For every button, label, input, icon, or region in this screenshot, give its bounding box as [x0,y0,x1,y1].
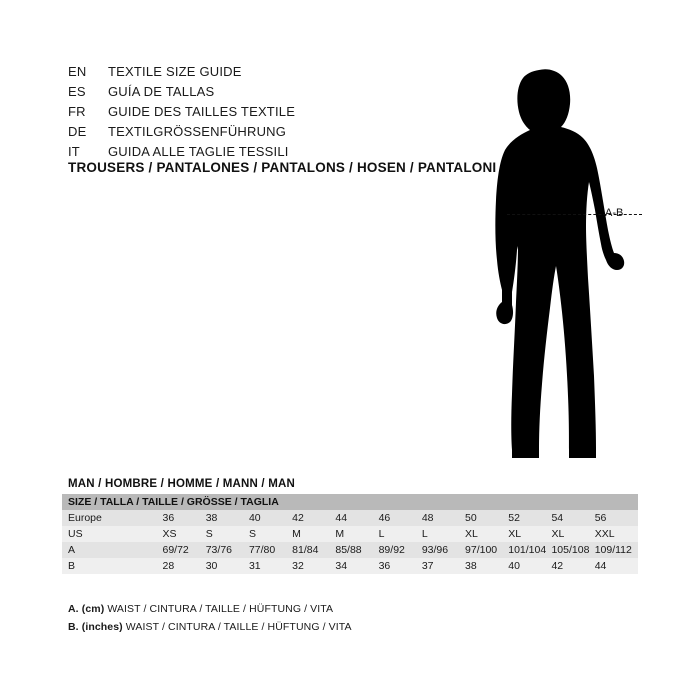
row-label: A [68,544,76,556]
cell: 93/96 [421,544,449,556]
cell: 97/100 [465,544,498,556]
cell: 69/72 [162,544,189,556]
footnote-a [68,600,352,618]
cell: 50 [465,512,477,524]
table-row [62,542,638,558]
row-label: US [68,528,83,540]
language-row [68,84,468,104]
language-row [68,124,468,144]
language-text: TEXTILE SIZE GUIDE [108,64,242,79]
cell: M [292,528,301,540]
cell: XXL [594,528,615,540]
cell: 36 [162,512,175,524]
cell: 28 [162,560,175,572]
size-table [62,494,638,574]
cell: XL [551,528,565,540]
cell: 30 [205,560,218,572]
cell: 54 [551,512,564,524]
cell: 52 [508,512,520,524]
cell: 40 [508,560,520,572]
cell: 89/92 [378,544,405,556]
cell: 34 [335,560,348,572]
cell: L [421,528,428,540]
footnote-a-text: WAIST / CINTURA / TAILLE / HÜFTUNG / VITA [104,603,334,615]
language-code: ES [68,84,86,99]
language-text: GUIDE DES TAILLES TEXTILE [108,104,296,119]
table-row [62,526,638,542]
language-text: GUÍA DE TALLAS [108,84,215,99]
table-row [62,510,638,526]
language-row [68,104,468,124]
cell: S [248,528,256,540]
cell: 31 [248,560,261,572]
cell: 42 [292,512,304,524]
language-code: FR [68,104,86,119]
cell: 44 [335,512,348,524]
footnote-b-prefix: B. (inches) [68,621,123,633]
language-row [68,64,468,84]
cell: 77/80 [248,544,276,556]
measure-label-ab: A-B [605,207,624,219]
cell: 46 [378,512,391,524]
garment-type-title: TROUSERS / PANTALONES / PANTALONS / HOSEN / PANTALONI [68,160,497,175]
cell: M [335,528,345,540]
cell: 38 [465,560,477,572]
cell: 101/104 [508,544,547,556]
cell: 48 [421,512,434,524]
cell: 40 [248,512,261,524]
male-silhouette-figure [455,50,655,460]
language-text: TEXTILGRÖSSENFÜHRUNG [108,124,287,139]
table-header-row [62,494,638,510]
gender-label: MAN / HOMBRE / HOMME / MANN / MAN [68,478,296,490]
cell: 38 [205,512,218,524]
cell: L [378,528,385,540]
cell: 42 [551,560,564,572]
footnotes [68,600,352,636]
language-code: IT [68,144,80,159]
row-label: B [68,560,76,572]
footnote-b-text: WAIST / CINTURA / TAILLE / HÜFTUNG / VITA [122,621,352,633]
cell: S [205,528,213,540]
cell: XL [508,528,522,540]
row-label: Europe [68,512,102,524]
language-code: DE [68,124,87,139]
language-text: GUIDA ALLE TAGLIE TESSILI [108,144,289,159]
cell: 32 [292,560,304,572]
footnote-a-prefix: A. (cm) [68,603,105,615]
cell: 56 [594,512,607,524]
cell: 109/112 [594,544,632,556]
silhouette-icon [455,50,655,460]
table-header-label: SIZE / TALLA / TAILLE / GRÖSSE / TAGLIA [62,494,638,510]
cell: 85/88 [335,544,362,556]
language-list [68,64,468,164]
cell: 105/108 [551,544,590,556]
cell: 73/76 [205,544,232,556]
footnote-b [68,618,352,636]
cell: XS [162,528,177,540]
cell: 37 [421,560,434,572]
cell: XL [465,528,478,540]
table-row [62,558,638,574]
cell: 36 [378,560,391,572]
cell: 44 [594,560,607,572]
language-code: EN [68,64,87,79]
cell: 81/84 [292,544,319,556]
